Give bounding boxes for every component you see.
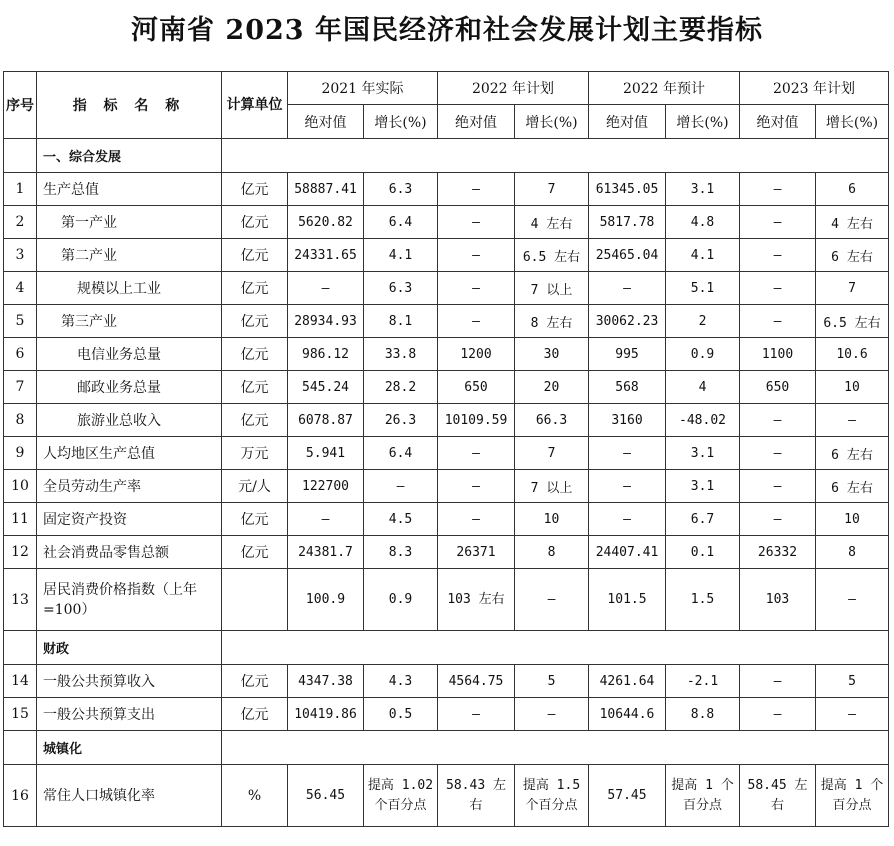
value-2022-estimate-growth: 3.1: [666, 437, 740, 470]
value-2021-actual-growth: 8.1: [364, 305, 438, 338]
value-2022-estimate-abs: —: [589, 503, 666, 536]
value-2023-plan-abs: —: [740, 665, 816, 698]
value-2022-estimate-growth: -2.1: [666, 665, 740, 698]
value-2022-plan-growth: —: [515, 569, 589, 631]
indicator-name: 电信业务总量: [37, 338, 222, 371]
row-seq: 7: [4, 371, 37, 404]
value-2023-plan-abs: —: [740, 404, 816, 437]
value-2021-actual-growth: 0.5: [364, 698, 438, 731]
value-2022-plan-growth: 7: [515, 173, 589, 206]
value-2023-plan-abs: —: [740, 239, 816, 272]
value-2022-plan-abs: —: [438, 470, 515, 503]
value-2022-plan-abs: 103 左右: [438, 569, 515, 631]
value-2021-actual-growth: 提高 1.02 个百分点: [364, 765, 438, 827]
value-2022-estimate-abs: 101.5: [589, 569, 666, 631]
value-2023-plan-abs: —: [740, 698, 816, 731]
value-2022-estimate-abs: 995: [589, 338, 666, 371]
value-2023-plan-abs: 650: [740, 371, 816, 404]
value-2022-plan-growth: 5: [515, 665, 589, 698]
value-2023-plan-growth: 8: [816, 536, 889, 569]
page-title: 河南省 2023 年国民经济和社会发展计划主要指标: [131, 15, 763, 46]
value-2021-actual-growth: 6.3: [364, 173, 438, 206]
header-name: 指 标 名 称: [37, 72, 222, 139]
section-filler: [222, 631, 889, 665]
indicator-name: 邮政业务总量: [37, 371, 222, 404]
indicator-unit: 元/人: [222, 470, 288, 503]
value-2022-plan-abs: —: [438, 503, 515, 536]
row-seq: 5: [4, 305, 37, 338]
indicator-name: 规模以上工业: [37, 272, 222, 305]
row-seq: 12: [4, 536, 37, 569]
header-group-2023-plan: 2023 年计划: [740, 72, 889, 105]
value-2023-plan-growth: 4 左右: [816, 206, 889, 239]
table-row: [4, 338, 889, 371]
row-seq: 10: [4, 470, 37, 503]
value-2022-plan-abs: —: [438, 206, 515, 239]
value-2023-plan-growth: —: [816, 404, 889, 437]
value-2021-actual-growth: 33.8: [364, 338, 438, 371]
value-2021-actual-abs: —: [288, 272, 364, 305]
value-2021-actual-abs: 10419.86: [288, 698, 364, 731]
indicator-unit: 亿元: [222, 404, 288, 437]
header-row-1: [4, 72, 889, 105]
indicator-unit: [222, 569, 288, 631]
value-2022-estimate-growth: 4.1: [666, 239, 740, 272]
value-2023-plan-growth: 6 左右: [816, 470, 889, 503]
indicator-name: 第三产业: [37, 305, 222, 338]
table-row: [4, 665, 889, 698]
value-2022-estimate-growth: 0.1: [666, 536, 740, 569]
value-2023-plan-abs: —: [740, 470, 816, 503]
indicator-unit: 亿元: [222, 698, 288, 731]
indicator-unit: 亿元: [222, 371, 288, 404]
value-2022-plan-abs: —: [438, 272, 515, 305]
value-2022-estimate-growth: 5.1: [666, 272, 740, 305]
value-2021-actual-growth: 6.4: [364, 206, 438, 239]
value-2022-estimate-growth: 6.7: [666, 503, 740, 536]
row-seq: 15: [4, 698, 37, 731]
header-abs: 绝对值: [438, 105, 515, 139]
value-2022-plan-abs: 58.43 左右: [438, 765, 515, 827]
header-abs: 绝对值: [288, 105, 364, 139]
value-2023-plan-abs: 1100: [740, 338, 816, 371]
row-seq: 14: [4, 665, 37, 698]
table-row: [4, 404, 889, 437]
value-2021-actual-growth: 6.3: [364, 272, 438, 305]
indicator-unit: %: [222, 765, 288, 827]
table-row: [4, 569, 889, 631]
value-2021-actual-growth: —: [364, 470, 438, 503]
header-group-2022-plan: 2022 年计划: [438, 72, 589, 105]
value-2022-estimate-abs: 4261.64: [589, 665, 666, 698]
header-unit: 计算单位: [222, 72, 288, 139]
value-2022-estimate-abs: —: [589, 272, 666, 305]
table-row: [4, 437, 889, 470]
value-2022-estimate-growth: 提高 1 个百分点: [666, 765, 740, 827]
value-2022-plan-growth: 7: [515, 437, 589, 470]
value-2023-plan-abs: 103: [740, 569, 816, 631]
value-2022-plan-growth: 66.3: [515, 404, 589, 437]
value-2021-actual-abs: 122700: [288, 470, 364, 503]
value-2023-plan-growth: 5: [816, 665, 889, 698]
table-row: [4, 371, 889, 404]
value-2023-plan-growth: 提高 1 个百分点: [816, 765, 889, 827]
table-row: [4, 470, 889, 503]
header-group-2021-actual: 2021 年实际: [288, 72, 438, 105]
value-2022-estimate-abs: —: [589, 470, 666, 503]
indicator-unit: 亿元: [222, 239, 288, 272]
value-2022-estimate-growth: 3.1: [666, 173, 740, 206]
value-2022-plan-growth: 30: [515, 338, 589, 371]
value-2022-estimate-growth: 8.8: [666, 698, 740, 731]
indicator-name: 第一产业: [37, 206, 222, 239]
value-2021-actual-abs: 24331.65: [288, 239, 364, 272]
value-2021-actual-abs: 56.45: [288, 765, 364, 827]
value-2022-plan-abs: 26371: [438, 536, 515, 569]
section-filler: [222, 731, 889, 765]
value-2022-estimate-abs: 25465.04: [589, 239, 666, 272]
section-seq-cell: [4, 731, 37, 765]
table-row: [4, 765, 889, 827]
value-2021-actual-growth: 4.5: [364, 503, 438, 536]
row-seq: 16: [4, 765, 37, 827]
value-2022-estimate-abs: 61345.05: [589, 173, 666, 206]
indicator-name: 一般公共预算收入: [37, 665, 222, 698]
section-seq-cell: [4, 631, 37, 665]
table-row: [4, 536, 889, 569]
value-2022-plan-abs: —: [438, 698, 515, 731]
indicator-unit: 亿元: [222, 536, 288, 569]
value-2022-plan-abs: —: [438, 173, 515, 206]
value-2022-plan-abs: —: [438, 437, 515, 470]
row-seq: 4: [4, 272, 37, 305]
section-title: 一、综合发展: [37, 139, 222, 173]
value-2023-plan-abs: —: [740, 272, 816, 305]
table-row: [4, 698, 889, 731]
indicator-name: 旅游业总收入: [37, 404, 222, 437]
value-2022-plan-growth: 7 以上: [515, 272, 589, 305]
value-2021-actual-growth: 4.3: [364, 665, 438, 698]
indicator-name: 常住人口城镇化率: [37, 765, 222, 827]
value-2023-plan-growth: 10.6: [816, 338, 889, 371]
table-row: [4, 206, 889, 239]
value-2023-plan-abs: —: [740, 305, 816, 338]
value-2022-plan-growth: 10: [515, 503, 589, 536]
value-2022-plan-growth: 提高 1.5 个百分点: [515, 765, 589, 827]
indicator-name: 一般公共预算支出: [37, 698, 222, 731]
section-seq-cell: [4, 139, 37, 173]
value-2022-estimate-abs: 30062.23: [589, 305, 666, 338]
value-2022-plan-growth: 8: [515, 536, 589, 569]
header-group-2022-estimate: 2022 年预计: [589, 72, 740, 105]
value-2022-plan-abs: —: [438, 239, 515, 272]
value-2021-actual-abs: 58887.41: [288, 173, 364, 206]
value-2022-estimate-abs: 10644.6: [589, 698, 666, 731]
value-2023-plan-growth: 10: [816, 503, 889, 536]
value-2022-estimate-growth: 2: [666, 305, 740, 338]
value-2022-estimate-abs: —: [589, 437, 666, 470]
value-2023-plan-growth: 7: [816, 272, 889, 305]
value-2021-actual-abs: —: [288, 503, 364, 536]
indicator-unit: 亿元: [222, 272, 288, 305]
indicator-name: 全员劳动生产率: [37, 470, 222, 503]
value-2021-actual-growth: 8.3: [364, 536, 438, 569]
section-row: [4, 731, 889, 765]
row-seq: 11: [4, 503, 37, 536]
value-2022-estimate-abs: 24407.41: [589, 536, 666, 569]
row-seq: 9: [4, 437, 37, 470]
value-2023-plan-growth: 6 左右: [816, 239, 889, 272]
value-2023-plan-abs: 26332: [740, 536, 816, 569]
table-row: [4, 503, 889, 536]
row-seq: 8: [4, 404, 37, 437]
value-2021-actual-abs: 28934.93: [288, 305, 364, 338]
value-2022-plan-growth: 8 左右: [515, 305, 589, 338]
indicator-unit: 亿元: [222, 173, 288, 206]
value-2022-estimate-growth: 4.8: [666, 206, 740, 239]
table-row: [4, 305, 889, 338]
header-growth: 增长(%): [515, 105, 589, 139]
value-2022-plan-growth: 6.5 左右: [515, 239, 589, 272]
value-2022-estimate-growth: 3.1: [666, 470, 740, 503]
header-abs: 绝对值: [740, 105, 816, 139]
value-2022-estimate-growth: 0.9: [666, 338, 740, 371]
value-2022-estimate-growth: 4: [666, 371, 740, 404]
table-row: [4, 239, 889, 272]
value-2023-plan-growth: —: [816, 569, 889, 631]
indicator-unit: 亿元: [222, 665, 288, 698]
header-growth: 增长(%): [364, 105, 438, 139]
indicator-unit: 万元: [222, 437, 288, 470]
value-2021-actual-abs: 5.941: [288, 437, 364, 470]
value-2022-plan-growth: —: [515, 698, 589, 731]
value-2021-actual-growth: 6.4: [364, 437, 438, 470]
section-row: [4, 139, 889, 173]
value-2023-plan-growth: 6.5 左右: [816, 305, 889, 338]
value-2022-estimate-growth: -48.02: [666, 404, 740, 437]
header-growth: 增长(%): [816, 105, 889, 139]
indicator-unit: 亿元: [222, 305, 288, 338]
value-2021-actual-abs: 24381.7: [288, 536, 364, 569]
value-2022-estimate-abs: 57.45: [589, 765, 666, 827]
value-2021-actual-abs: 5620.82: [288, 206, 364, 239]
value-2021-actual-growth: 28.2: [364, 371, 438, 404]
value-2022-estimate-growth: 1.5: [666, 569, 740, 631]
value-2023-plan-abs: —: [740, 206, 816, 239]
value-2023-plan-growth: 6: [816, 173, 889, 206]
indicator-name: 人均地区生产总值: [37, 437, 222, 470]
row-seq: 6: [4, 338, 37, 371]
value-2022-estimate-abs: 3160: [589, 404, 666, 437]
row-seq: 13: [4, 569, 37, 631]
value-2022-plan-abs: 4564.75: [438, 665, 515, 698]
value-2023-plan-abs: 58.45 左右: [740, 765, 816, 827]
indicator-unit: 亿元: [222, 206, 288, 239]
value-2023-plan-abs: —: [740, 437, 816, 470]
indicator-name: 固定资产投资: [37, 503, 222, 536]
section-row: [4, 631, 889, 665]
value-2022-plan-growth: 7 以上: [515, 470, 589, 503]
section-filler: [222, 139, 889, 173]
value-2022-plan-growth: 20: [515, 371, 589, 404]
value-2021-actual-abs: 986.12: [288, 338, 364, 371]
indicator-unit: 亿元: [222, 503, 288, 536]
row-seq: 2: [4, 206, 37, 239]
value-2022-plan-abs: 650: [438, 371, 515, 404]
indicator-unit: 亿元: [222, 338, 288, 371]
header-abs: 绝对值: [589, 105, 666, 139]
value-2022-estimate-abs: 568: [589, 371, 666, 404]
value-2021-actual-growth: 26.3: [364, 404, 438, 437]
value-2022-plan-growth: 4 左右: [515, 206, 589, 239]
value-2023-plan-abs: —: [740, 503, 816, 536]
indicator-name: 居民消费价格指数（上年=100）: [37, 569, 222, 631]
value-2023-plan-abs: —: [740, 173, 816, 206]
value-2023-plan-growth: 6 左右: [816, 437, 889, 470]
indicators-table: [3, 71, 889, 827]
value-2021-actual-abs: 6078.87: [288, 404, 364, 437]
value-2021-actual-growth: 0.9: [364, 569, 438, 631]
value-2022-plan-abs: 1200: [438, 338, 515, 371]
header-seq: 序号: [4, 72, 37, 139]
value-2021-actual-growth: 4.1: [364, 239, 438, 272]
section-title: 城镇化: [37, 731, 222, 765]
value-2021-actual-abs: 100.9: [288, 569, 364, 631]
row-seq: 3: [4, 239, 37, 272]
value-2021-actual-abs: 545.24: [288, 371, 364, 404]
section-title: 财政: [37, 631, 222, 665]
row-seq: 1: [4, 173, 37, 206]
value-2023-plan-growth: —: [816, 698, 889, 731]
indicator-name: 社会消费品零售总额: [37, 536, 222, 569]
indicator-name: 生产总值: [37, 173, 222, 206]
header-growth: 增长(%): [666, 105, 740, 139]
value-2022-plan-abs: 10109.59: [438, 404, 515, 437]
table-row: [4, 272, 889, 305]
value-2021-actual-abs: 4347.38: [288, 665, 364, 698]
value-2023-plan-growth: 10: [816, 371, 889, 404]
value-2022-plan-abs: —: [438, 305, 515, 338]
table-row: [4, 173, 889, 206]
value-2022-estimate-abs: 5817.78: [589, 206, 666, 239]
indicator-name: 第二产业: [37, 239, 222, 272]
